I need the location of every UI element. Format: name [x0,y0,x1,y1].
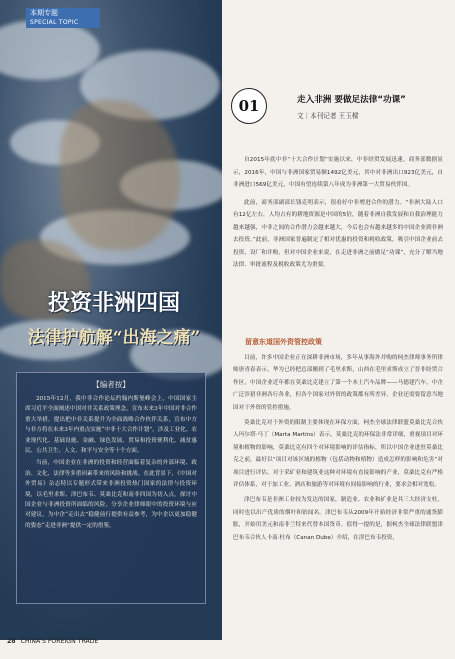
section-tag [26,8,100,28]
editor-note-paragraph: 当前，中国企业在非洲的投资和经营面临着复杂的外部环境、政治、文化、法律等多重因素带来的风险和挑战。在此背景下，《中国对外贸易》杂志特以专题形式带来非洲投资热门国家的法律与投资环境，以毛里求斯、津巴布韦、莫桑比克和南非四国为切入点，探讨中国企业与非洲投资所面临的风险，分享企业律师眼中的投资环境与应对建议，为中企“走出去”稳健前行提供有益参考，为中企以更加稳健的姿态“走进非洲”提供一定的借鉴。 [25,460,197,529]
article-number-badge: 01 [231,88,267,124]
feature-headline [14,286,214,348]
article-title: 走入非洲 要做足法律“功课” [297,95,406,105]
editor-note-box [16,372,206,604]
page-number: 28 [7,638,16,645]
article-paragraph: 莫桑比克对于外资的限制主要体现在环保方面，柯杰全球法律联盟莫桑比克合伙人玛尔塔·马丁（Marta Martins）表示，莫桑比克的环保法非常详细，重视项目对环境和植物的影响，莫桑比克有四个对环境影响的评估指标，所以中国企业进驻莫桑比克之前，最好以“项目对该区域的植物（包括动物和植物）造成怎样的影响和危害”对项目进行评估。对于采矿业和建筑业这种对环境有直接影响的产业，莫桑比克有严格评估体系，对于加工业、酒店和旅游等对环境有间接影响的行业，要求会相对宽松。 [233,420,443,489]
section-tag-en: SPECIAL TOPIC [30,19,79,26]
editor-note-title: 【编者按】 [92,380,130,389]
article-paragraph: 目前，许多中国企业正在深耕非洲市场，多年从事海外并购的柯杰律师事务所律师唐青春表示，华为已经把总部搬到了毛里求斯，山西在毛里求斯成立了晋非经贸合作区，中国企业近年都在莫桑比克建立了第一个本土汽车品牌——马德建汽车，中企广泛涉猎非洲各行各业，但各个国家对外资的政策都有所差异，企业还需要留意当地国对于外资的管控措施。 [233,355,443,411]
headline-line2: 法律护航解“出海之痛” [27,328,201,348]
headline-line1: 投资非洲四国 [47,290,180,316]
article-body-intro [233,154,443,277]
article-subheading: 留意东道国外资管控政策 [245,338,322,346]
section-tag-cn: 本期专题 [30,9,58,17]
article-paragraph: 此前，商务部副部长钱克明表示，很看好中非增进合作的潜力。“非洲大陆人口有12亿左右，人均占有的耕地资源是中国的5倍，随着非洲自我发展和自我治理能力越来越强，中非之间的合作潜力会越来越大，今后也会有越来越多的中国企业到非洲去投资。”此前，非洲国家普遍制定了相对优惠的投资和税收政策，吸引中国企业前去投资、设厂和并购，但对中国企业来说，在走进非洲之前做足“功课”，充分了解当地法律、审批流程及税收政策尤为重要。 [233,199,443,268]
page-footer [7,638,98,645]
magazine-name: CHINA'S FOREIGN TRADE [20,638,99,645]
article-body-section [233,352,443,547]
editor-note-paragraph: 2015年12月，我中非合作论坛约翰内斯堡峰会上，中国国家主席习近平全面阐述中国对非关系政策理念，宣布未来3年中国对非合作重大举措。提出把中非关系提升为全面战略合作伙伴关系，宣布中方与非方将在未来3年内重点实施“中非十大合作计划”，涉及工业化、农业现代化、基础设施、金融、绿色发展、贸易和投资便利化、减贫惠民、公共卫生、人文、和平与安全等十个方面。 [25,396,197,455]
article-paragraph: 津巴布韦是非洲工业较为发达的国家，制造业、农业和矿业是其三大经济支柱，同时也以出产优质的烟叶和铂闻名。津巴布韦从2009年开始经济非常严重的通货膨胀，开始用美元和南非兰特来代替本国货币。值得一提的是，据柯杰全球法律联盟津巴布韦合伙人卡南·杜布（Canan Dube）介绍，在津巴布韦投资， [233,497,443,541]
satellite-image [0,0,222,640]
article-paragraph: 自2015年底中非“十大合作计划”实施以来，中非经贸发展迅速。商务部数据显示，2016年，中国与非洲国家贸易额1492亿美元，其中对非洲出口923亿美元，自非洲进口569亿美元，中国有望连续第八年成为非洲第一大贸易伙伴国。 [233,157,443,188]
article-byline: 文｜本刊记者 王玉樑 [297,112,359,120]
